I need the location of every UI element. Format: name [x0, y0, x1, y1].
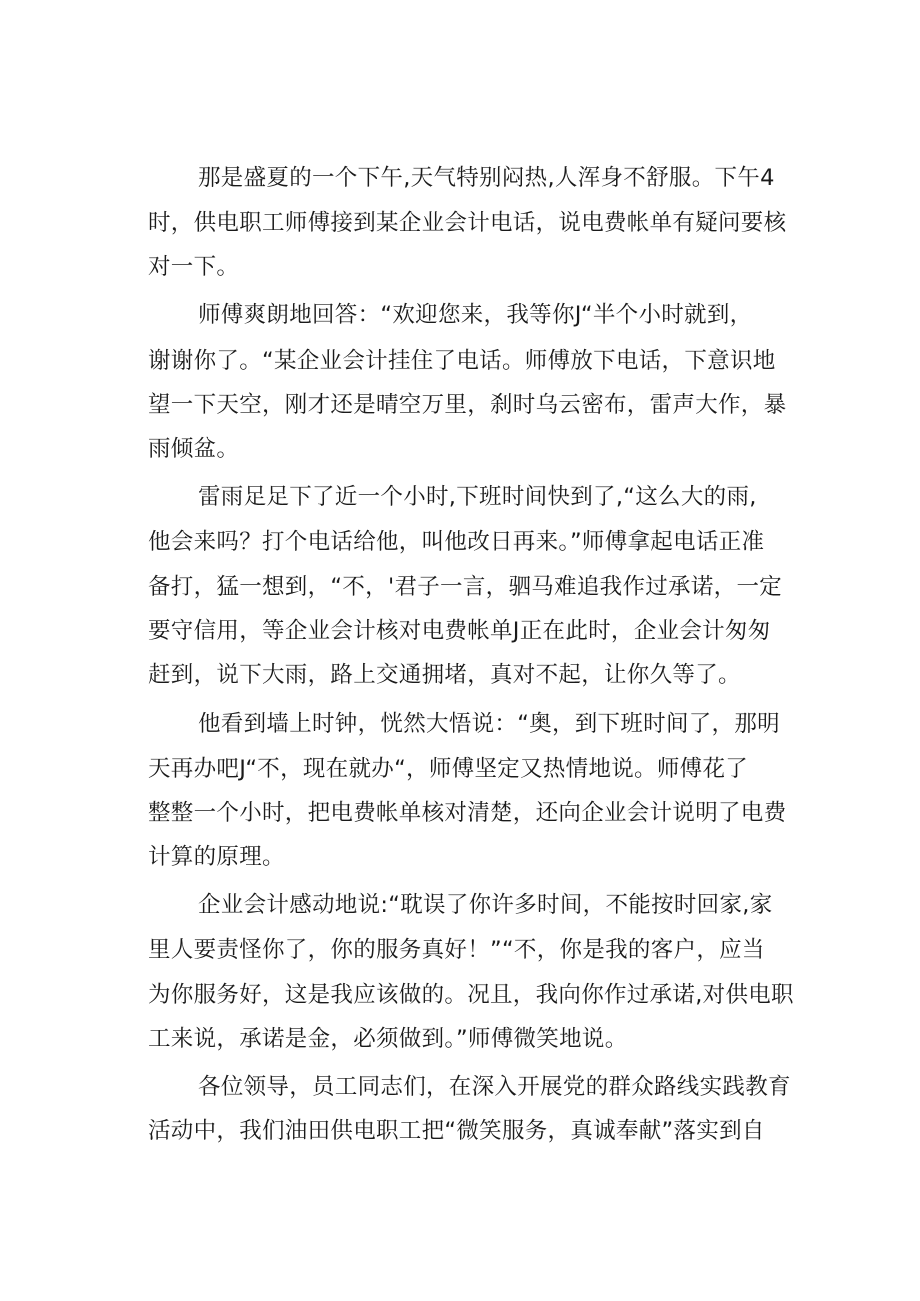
paragraph-6-line-2: 活动中，我们油田供电职工把“微笑服务，真诚奉献”落实到自 — [148, 1118, 765, 1144]
paragraph-2-line-4: 雨倾盆。 — [148, 436, 240, 462]
paragraph-3-line-5: 赶到，说下大雨，路上交通拥堵，真对不起，让你久等了。 — [148, 662, 741, 688]
paragraph-5-line-2: 里人要责怪你了，你的服务真好！”“不，你是我的客户，应当 — [148, 937, 765, 963]
paragraph-3-line-2: 他会来吗？打个电话给他，叫他改日再来。”师傅拿起电话正准 — [148, 529, 765, 555]
paragraph-3-line-4: 要守信用，等企业会计核对电费帐单J正在此时，企业会计匆匆 — [148, 618, 771, 644]
paragraph-4-line-4: 计算的原理。 — [148, 844, 285, 870]
paragraph-2-line-3: 望一下天空，刚才还是晴空万里，刹时乌云密布，雷声大作，暴 — [148, 392, 787, 418]
paragraph-4-line-2: 天再办吧J“不，现在就办“，师傅坚定又热情地说。师傅花了 — [148, 756, 749, 782]
paragraph-1-line-1: 那是盛夏的一个下午,天气特别闷热,人浑身不舒服。下午4 — [198, 165, 775, 191]
paragraph-1-line-3: 对一下。 — [148, 254, 240, 280]
paragraph-5-line-1: 企业会计感动地说:“耽误了你许多时间，不能按时回家,家 — [198, 892, 773, 918]
paragraph-6-line-1: 各位领导，员工同志们，在深入开展党的群众路线实践教育 — [198, 1074, 791, 1100]
paragraph-4-line-3: 整整一个小时，把电费帐单核对清楚，还向企业会计说明了电费 — [148, 800, 787, 826]
paragraph-1-line-2: 时，供电职工师傅接到某企业会计电话，说电费帐单有疑问要核 — [148, 210, 787, 236]
paragraph-4-line-1: 他看到墙上时钟，恍然大悟说：“奥，到下班时间了，那明 — [198, 711, 780, 737]
paragraph-5-line-4: 工来说，承诺是金，必须做到。”师傅微笑地说。 — [148, 1026, 628, 1052]
paragraph-3-line-3: 备打，猛一想到，“不，'君子一言，驷马难追我作过承诺，一定 — [148, 574, 783, 600]
paragraph-2-line-1: 师傅爽朗地回答：“欢迎您来，我等你J“半个小时就到， — [198, 302, 753, 328]
paragraph-3-line-1: 雷雨足足下了近一个小时,下班时间快到了,“这么大的雨, — [198, 484, 757, 510]
paragraph-2-line-2: 谢谢你了。“某企业会计挂住了电话。师傅放下电话，下意识地 — [148, 348, 776, 374]
paragraph-5-line-3: 为你服务好，这是我应该做的。况且，我向你作过承诺,对供电职 — [148, 982, 794, 1008]
